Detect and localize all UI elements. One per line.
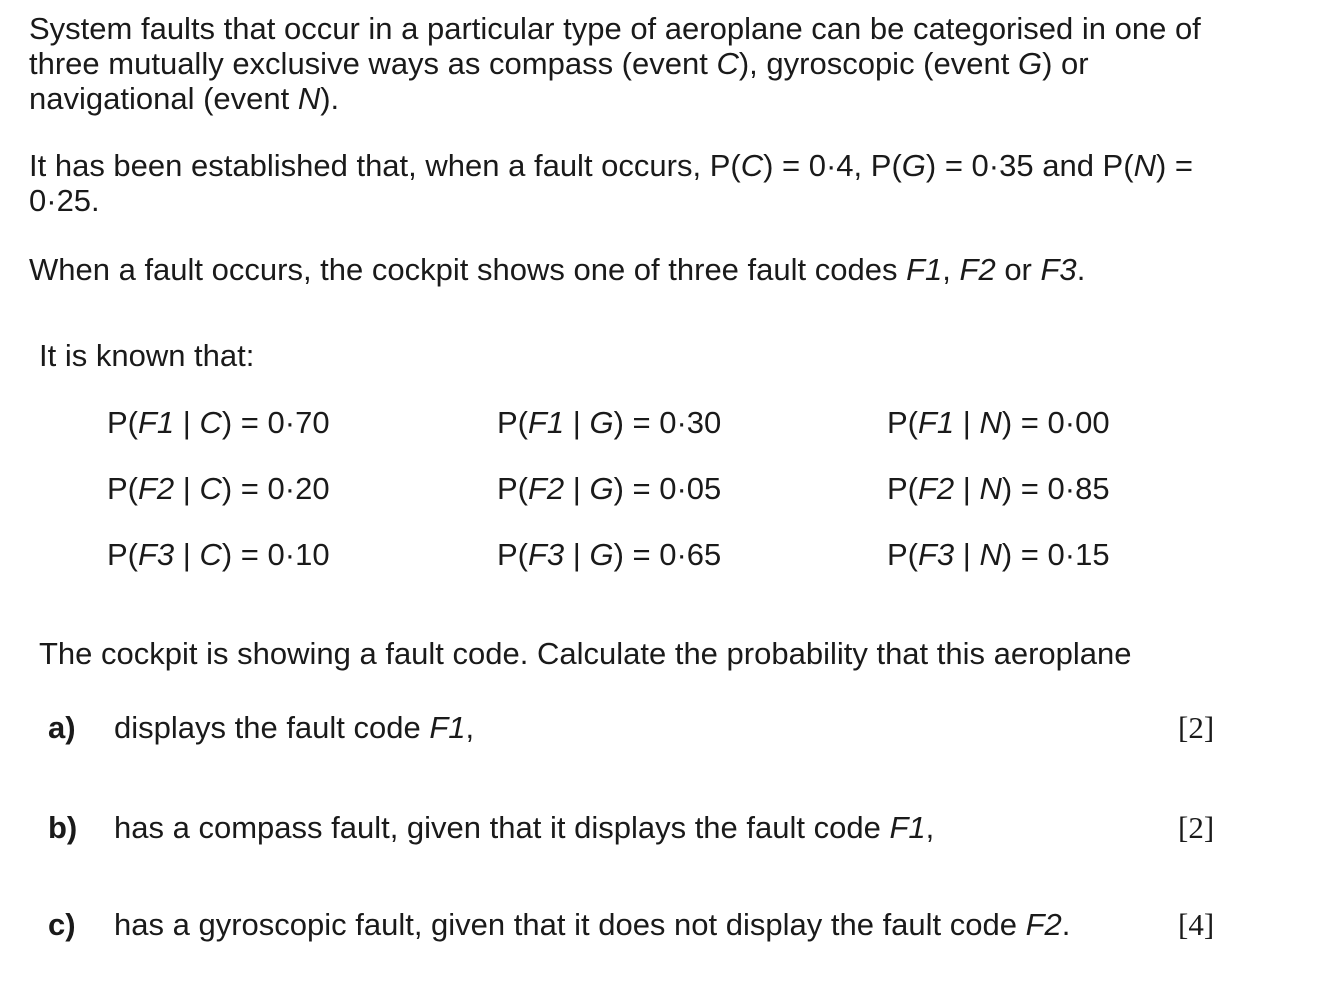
prob-f3-given-g: P(F3 | G) = 0·65 [497, 537, 722, 572]
known-heading: It is known that: [39, 338, 255, 373]
prob-f2-given-g: P(F2 | G) = 0·05 [497, 471, 722, 506]
prob-f1-given-g: P(F1 | G) = 0·30 [497, 405, 722, 440]
prob-f1-given-c: P(F1 | C) = 0·70 [107, 405, 330, 440]
prob-f3-given-c: P(F3 | C) = 0·10 [107, 537, 330, 572]
question-marks: [4] [1178, 907, 1215, 942]
question-text: displays the fault code F1, [114, 710, 475, 745]
question-text: has a compass fault, given that it displays the fault code F1, [114, 810, 935, 845]
question-text: has a gyroscopic fault, given that it does not display the fault code F2. [114, 907, 1071, 942]
question-label: c) [48, 907, 76, 942]
question-label: a) [48, 710, 76, 745]
question-label: b) [48, 810, 78, 845]
question-marks: [2] [1178, 710, 1215, 745]
prob-f3-given-n: P(F3 | N) = 0·15 [887, 537, 1110, 572]
prob-f1-given-n: P(F1 | N) = 0·00 [887, 405, 1110, 440]
intro-paragraph-probabilities: It has been established that, when a fault occurs, P(C) = 0·4, P(G) = 0·35 and P(N) = 0·25. [29, 148, 1193, 218]
question-marks: [2] [1178, 810, 1215, 845]
prob-f2-given-n: P(F2 | N) = 0·85 [887, 471, 1110, 506]
intro-paragraph-fault-codes: When a fault occurs, the cockpit shows one of three fault codes F1, F2 or F3. [29, 252, 1086, 287]
question-intro: The cockpit is showing a fault code. Calculate the probability that this aeroplane [39, 636, 1132, 671]
prob-f2-given-c: P(F2 | C) = 0·20 [107, 471, 330, 506]
intro-paragraph-faults: System faults that occur in a particular type of aeroplane can be categorised in one of three mutually exclusive ways as compass (event C), gyroscopic (event G) or navigational (event N). [29, 11, 1201, 116]
